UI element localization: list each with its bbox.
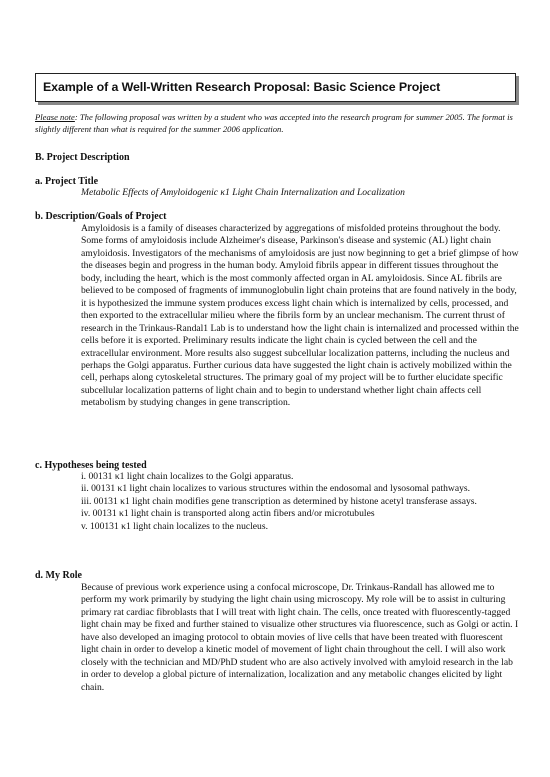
note-text: : The following proposal was written by a student who was accepted into the research program for summer 2005. The format is slightly different than what is required for the summer 2006 application.: [35, 112, 513, 134]
section-heading: B. Project Description: [35, 152, 130, 163]
list-item: v. 100131 κ1 light chain localizes to the nucleus.: [81, 520, 268, 532]
description-heading: b. Description/Goals of Project: [35, 211, 167, 222]
role-heading: d. My Role: [35, 570, 82, 581]
title-box: [35, 73, 516, 102]
list-item: iv. 00131 κ1 light chain is transported along actin fibers and/or microtubules: [81, 508, 375, 520]
list-item: ii. 00131 κ1 light chain localizes to various structures within the endosomal and lysosomal pathways.: [81, 483, 471, 495]
hypotheses-heading: c. Hypotheses being tested: [35, 460, 147, 471]
list-item: iii. 00131 κ1 light chain modifies gene transcription as determined by histone acetyl transferase assays.: [81, 495, 477, 507]
document-title: Example of a Well-Written Research Proposal: Basic Science Project: [43, 80, 441, 94]
description-text: Amyloidosis is a family of diseases characterized by aggregations of misfolded proteins throughout the body. Some forms of amyloidosis include Alzheimer's disease, Parkinson's disease and systemic (AL) light chain amyloidosis. Investigators of the mechanisms of amyloidosis are just now beginning to get a brief glimpse of how the diseases begin and progress in the human body. Amyloid fibrils appear in different tissues throughout the body, including the heart, which is the most commonly affected organ in AL amyloidosis. Since AL fibrils are believed to be composed of fragments of immunoglobulin light chain proteins that are found natively in the body, it is hypothesized the immune system produces excess light chain which is internalized by cells, processed, and then exported to the extracellular milieu where the fibrils form by an unclear mechanism. The current thrust of research in the Trinkaus-Randal1 Lab is to understand how the light chain is internalized and processed within the cells before it is exported. Preliminary results indicate the light chain is cycled between the cell and the extracellular environment. More results also suggest subcellular localization patterns, including the nucleus and perhaps the Golgi apparatus. Further curious data have suggested the light chain is actively mobilized within the cell, perhaps along cytoskeletal structures. The primary goal of my project will be to further elucidate specific subcellular localization patterns of light chain and to begin to understand whether light chain affects cell metabolism by studying changes in gene transcription.: [81, 223, 519, 409]
hypotheses-list: [81, 471, 521, 533]
list-item: i. 00131 κ1 light chain localizes to the Golgi apparatus.: [81, 471, 294, 482]
note-label: Please note: [35, 112, 75, 122]
note: [35, 111, 525, 135]
role-text: Because of previous work experience using a confocal microscope, Dr. Trinkaus-Randall has allowed me to perform my work primarily by studying the light chain using microscopy. My role will be to assist in culturing primary rat cardiac fibroblasts that I will treat with light chain. The cells, once treated with fluorescently-tagged light chain may be fixed and further stained to visualize other structures via fluorescence, such as Golgi or actin. I have also developed an imaging protocol to obtain movies of live cells that have been treated with fluorescent light chain in order to develop a kinetic model of movement of light chain throughout the cell. I will also work closely with the technician and MD/PhD student who are also actively involved with amyloid research in the lab in order to develop a global picture of internalization, localization and any metabolic changes elicited by light chain.: [81, 582, 519, 693]
project-title-heading: a. Project Title: [35, 176, 99, 187]
project-title-text: Metabolic Effects of Amyloidogenic κ1 Light Chain Internalization and Localization: [81, 187, 405, 198]
